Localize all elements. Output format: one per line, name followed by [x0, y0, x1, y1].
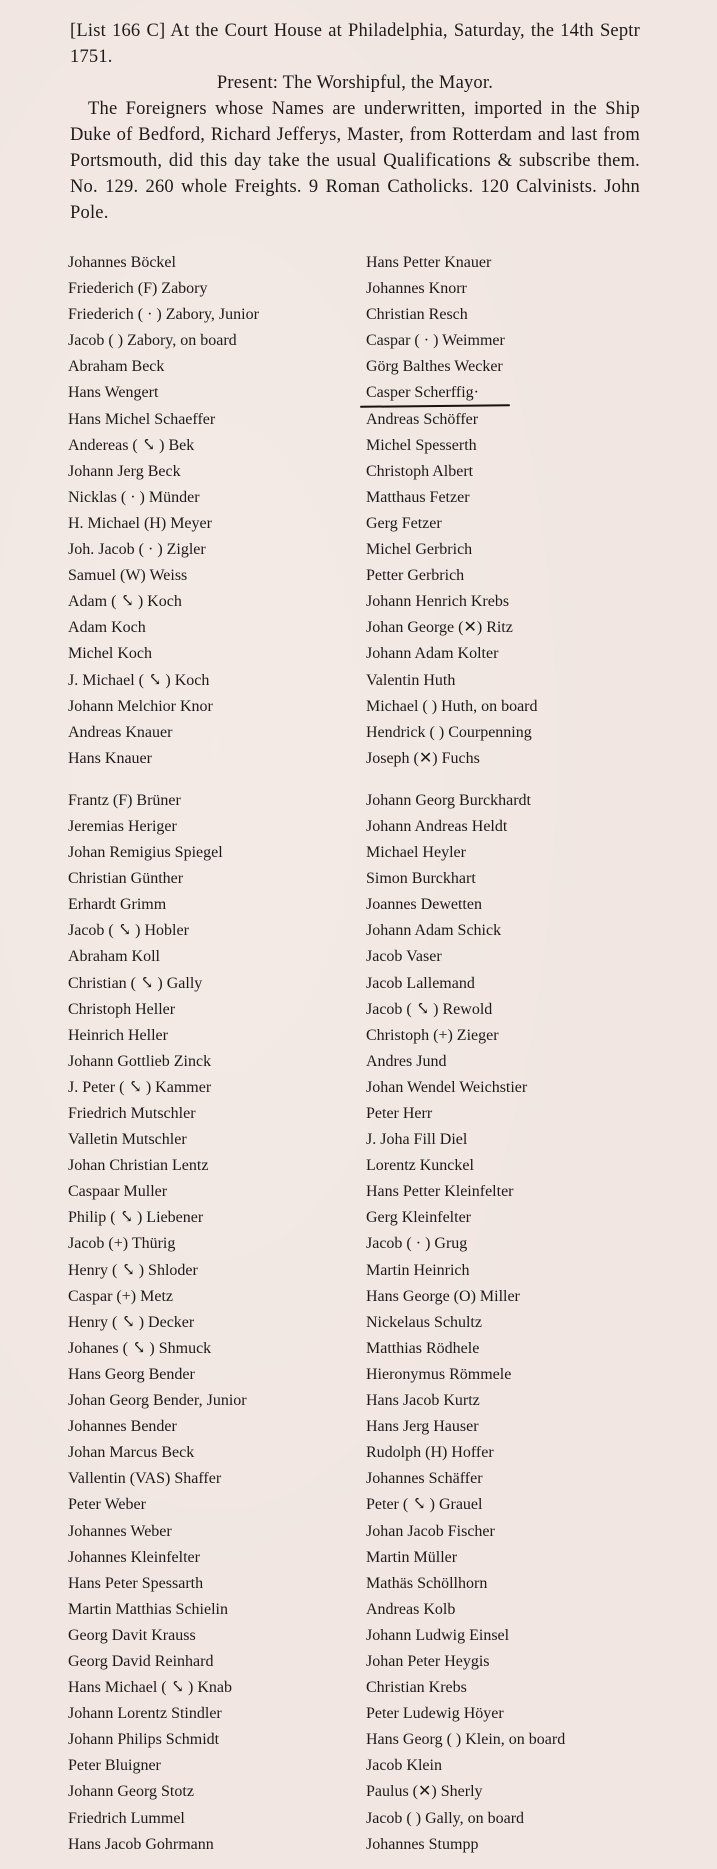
signer-name: Friedrich Mutschler: [68, 1105, 196, 1122]
signer-name: Andreas Kolb: [366, 1600, 456, 1618]
signer-name: Johan Marcus Beck: [68, 1444, 195, 1462]
signer-name: Friedrich Lummel: [68, 1809, 185, 1827]
signer-name: Abraham Beck: [68, 358, 165, 376]
signer-name: Michael Heyler: [366, 844, 466, 862]
signer-name: Johan Peter Heygis: [366, 1652, 490, 1670]
signer-name: Hans Wengert: [68, 384, 159, 402]
signer-name: Lorentz Kunckel: [366, 1157, 474, 1175]
signer-name: Paulus (✕) Sherly: [366, 1783, 483, 1801]
signer-name: Gerg Kleinfelter: [366, 1209, 471, 1227]
signer-name: Johannes Stumpp: [366, 1835, 479, 1853]
signer-name: Simon Burckhart: [366, 870, 476, 888]
signer-name: Matthias Rödhele: [366, 1339, 480, 1357]
signer-name: Johann Philips Schmidt: [68, 1731, 220, 1749]
signer-name: Nickelaus Schultz: [366, 1313, 482, 1331]
signer-name: Friederich (F) Zabory: [68, 280, 208, 298]
signer-name: J. Joha Fill Diel: [366, 1131, 468, 1149]
signer-name: Adam ( ⤥ ) Koch: [68, 593, 182, 611]
signer-name: Martin Heinrich: [366, 1261, 470, 1279]
signer-name: J. Peter ( ⤥ ) Kammer: [68, 1078, 212, 1096]
signer-name: Andreas Knauer: [68, 723, 173, 741]
signer-name: Johannes Weber: [68, 1522, 172, 1540]
signer-name: Hans Jacob Kurtz: [366, 1392, 480, 1410]
signer-name: Andres Jund: [366, 1052, 447, 1070]
signer-name: Casper Scherffig·: [366, 384, 479, 402]
signer-name: Jacob (+) Thürig: [68, 1235, 176, 1253]
signer-name: Jacob Vaser: [366, 948, 442, 966]
signer-name: Caspaar Muller: [68, 1183, 168, 1201]
signer-name: Johann Adam Schick: [366, 922, 502, 940]
signer-name: Henry ( ⤥ ) Shloder: [68, 1261, 198, 1279]
signer-name: Matthaus Fetzer: [366, 488, 470, 506]
signer-name: Johann Gottlieb Zinck: [68, 1052, 212, 1070]
signer-name: Hans George (O) Miller: [366, 1287, 520, 1305]
signer-name: Peter Bluigner: [68, 1757, 161, 1775]
signer-name: Hans Petter Kleinfelter: [366, 1183, 514, 1201]
signer-name: Christoph (+) Zieger: [366, 1026, 499, 1044]
signer-name: Johannes Kleinfelter: [68, 1548, 200, 1566]
signer-name: Friederich ( · ) Zabory, Junior: [68, 306, 259, 324]
signer-name: Johan Remigius Spiegel: [68, 844, 223, 862]
signer-name: Philip ( ⤥ ) Liebener: [68, 1209, 204, 1227]
signer-name: Johan Jacob Fischer: [366, 1522, 495, 1540]
signer-name: Hans Michael ( ⤥ ) Knab: [68, 1679, 233, 1697]
signer-name: Johann Adam Kolter: [366, 645, 499, 663]
signer-name: Christoph Heller: [68, 1000, 176, 1018]
signer-name: Johan Georg Bender, Junior: [68, 1392, 247, 1410]
signer-name: Johann Melchior Knor: [68, 697, 213, 715]
signer-name: Johann Henrich Krebs: [366, 593, 510, 611]
right-name-column: [366, 250, 696, 1858]
signer-name: Vallentin (VAS) Shaffer: [68, 1470, 222, 1488]
signer-name: Adam Koch: [68, 619, 146, 637]
signer-name: Martin Müller: [366, 1548, 458, 1566]
signer-name: Johan George (✕) Ritz: [366, 619, 513, 637]
signer-name: Jacob ( ⤥ ) Rewold: [366, 1000, 493, 1018]
signer-name: Nicklas ( · ) Münder: [68, 488, 200, 506]
record-header: [70, 18, 640, 226]
signer-name: Johann Andreas Heldt: [366, 817, 508, 835]
signer-name: Jacob Lallemand: [366, 974, 475, 992]
signer-name: Hieronymus Römmele: [366, 1365, 512, 1383]
signer-name: Valentin Huth: [366, 671, 456, 689]
signer-name: Frantz (F) Brüner: [68, 791, 181, 809]
signer-name: Gerg Fetzer: [366, 514, 442, 532]
signer-name: Christian Günther: [68, 870, 184, 888]
signer-name: Jacob ( ) Zabory, on board: [68, 332, 237, 350]
signer-name: Johan Wendel Weichstier: [366, 1078, 528, 1096]
signer-name: Jacob ( · ) Grug: [366, 1235, 468, 1253]
signer-name: Johannes Knorr: [366, 280, 467, 298]
signer-name: Johann Ludwig Einsel: [366, 1626, 510, 1644]
signer-name: Samuel (W) Weiss: [68, 567, 188, 585]
signer-name: Caspar (+) Metz: [68, 1287, 173, 1305]
signer-name: Peter Ludewig Höyer: [366, 1705, 504, 1723]
signer-name: Erhardt Grimm: [68, 896, 167, 914]
group-separator: [68, 772, 358, 788]
signer-name: Michel Koch: [68, 645, 152, 663]
signer-name: Valletin Mutschler: [68, 1131, 187, 1149]
signer-name: Andereas ( ⤥ ) Bek: [68, 436, 195, 454]
signer-name: Johann Georg Stotz: [68, 1783, 194, 1801]
signer-name: Caspar ( · ) Weimmer: [366, 332, 505, 350]
signer-name: J. Michael ( ⤥ ) Koch: [68, 671, 210, 689]
signer-name: Jeremias Heriger: [68, 817, 177, 835]
signer-name: Jacob ( ) Gally, on board: [366, 1809, 525, 1827]
signer-name: Jacob ( ⤥ ) Hobler: [68, 922, 189, 940]
signer-name: Hans Petter Knauer: [366, 254, 492, 271]
signer-name: Johann Jerg Beck: [68, 462, 181, 480]
signer-name: Hans Knauer: [68, 749, 152, 767]
signer-name: Mathäs Schöllhorn: [366, 1574, 488, 1592]
signer-name: Johann Georg Burckhardt: [366, 791, 531, 809]
signer-name: Christian Krebs: [366, 1679, 467, 1697]
signer-name: Joh. Jacob ( · ) Zigler: [68, 541, 206, 559]
signer-name: Hans Georg ( ) Klein, on board: [366, 1731, 566, 1749]
signer-name: Peter Weber: [68, 1496, 146, 1514]
signer-name: Petter Gerbrich: [366, 567, 465, 585]
signer-name: Peter Herr: [366, 1105, 433, 1122]
signer-name: Jacob Klein: [366, 1757, 442, 1775]
signer-name: Joseph (✕) Fuchs: [366, 749, 480, 767]
signer-name: Michel Gerbrich: [366, 541, 473, 559]
signer-name: Rudolph (H) Hoffer: [366, 1444, 494, 1462]
signer-name: Peter ( ⤥ ) Grauel: [366, 1496, 483, 1514]
signer-name: Joannes Dewetten: [366, 896, 482, 914]
signer-name: Görg Balthes Wecker: [366, 358, 503, 376]
signer-name: Johan Christian Lentz: [68, 1157, 209, 1175]
signer-name: Hans Peter Spessarth: [68, 1574, 204, 1592]
signer-name: Hans Jacob Gohrmann: [68, 1835, 214, 1853]
signer-name: Johann Lorentz Stindler: [68, 1705, 222, 1723]
signer-name: Johannes Schäffer: [366, 1470, 483, 1488]
signer-name: Georg David Reinhard: [68, 1652, 214, 1670]
signer-name: Johannes Böckel: [68, 254, 176, 271]
header-present-line: Present: The Worshipful, the Mayor.: [216, 73, 494, 93]
signer-name: Georg Davit Krauss: [68, 1626, 196, 1644]
signer-name: Martin Matthias Schielin: [68, 1600, 228, 1618]
signer-name: Henry ( ⤥ ) Decker: [68, 1313, 195, 1331]
group-separator: [366, 772, 696, 788]
signer-name: Hans Michel Schaeffer: [68, 410, 216, 428]
signer-name: Johannes Bender: [68, 1418, 177, 1436]
signer-name: Christian ( ⤥ ) Gally: [68, 974, 203, 992]
left-name-column: [68, 250, 358, 1858]
signer-name: H. Michael (H) Meyer: [68, 514, 212, 532]
signer-name: Andreas Schöffer: [366, 410, 479, 428]
signer-name: Hans Georg Bender: [68, 1365, 195, 1383]
header-body-paragraph: The Foreigners whose Names are underwritten, imported in the Ship Duke of Bedford, Richard Jefferys, Master, from Rotterdam and last from Portsmouth, did this day take the usual Qualifications & subscribe them. No. 129. 260 whole Freights. 9 Roman Catholicks. 120 Calvinists. John Pole.: [70, 99, 640, 223]
signer-name: Christian Resch: [366, 306, 468, 324]
signer-name: Michael ( ) Huth, on board: [366, 697, 538, 715]
signer-name: Christoph Albert: [366, 462, 474, 480]
signer-name: Hans Jerg Hauser: [366, 1418, 479, 1436]
header-title-line: [List 166 C] At the Court House at Philadelphia, Saturday, the 14th Septr 1751.: [70, 21, 640, 67]
signer-name: Michel Spesserth: [366, 436, 477, 454]
signer-name: Heinrich Heller: [68, 1026, 168, 1044]
signer-name: Abraham Koll: [68, 948, 160, 966]
signer-name: Johanes ( ⤥ ) Shmuck: [68, 1339, 212, 1357]
signer-name: Hendrick ( ) Courpenning: [366, 723, 532, 741]
